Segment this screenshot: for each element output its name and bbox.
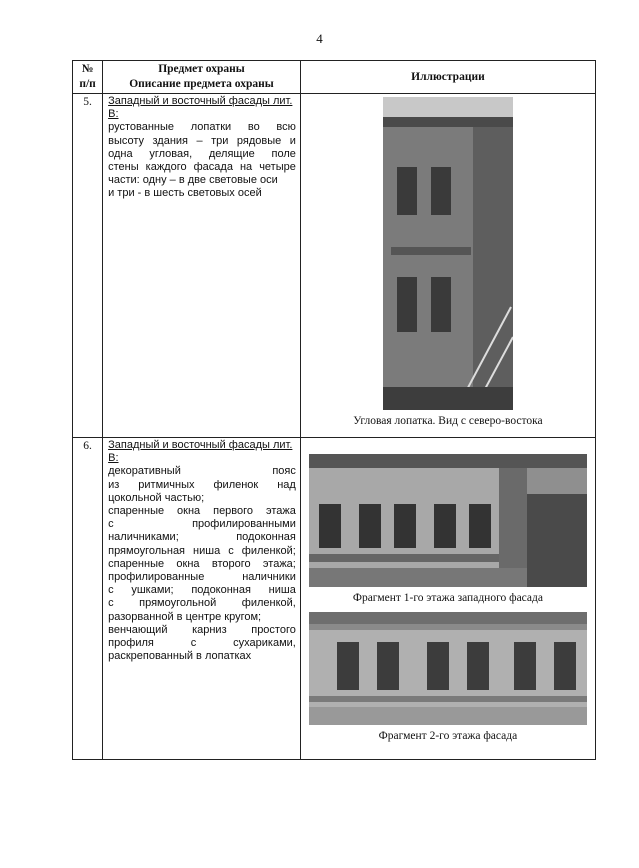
row-title: Западный и восточный фасады лит. В:	[108, 439, 293, 465]
row-description	[103, 438, 301, 760]
page-number: 4	[316, 31, 323, 46]
desc-line: части: одну – в две световые оси	[108, 174, 278, 187]
desc-line: прямоугольная ниша с филенкой;	[108, 544, 296, 557]
header-subject	[103, 61, 301, 94]
illustration-caption: Фрагмент 2-го этажа фасада	[378, 730, 518, 742]
desc-line: наличниками; подоконная	[108, 531, 296, 544]
table-header	[73, 61, 596, 94]
row-number: 5.	[73, 94, 103, 438]
table-row	[73, 94, 596, 438]
facade-first-floor-image	[309, 454, 587, 587]
illustration-caption: Угловая лопатка. Вид с северо-востока	[353, 415, 543, 427]
desc-line: одна угловая, делящие поле	[108, 147, 296, 160]
header-subject-desc: Описание предмета охраны	[129, 78, 274, 90]
desc-line: с ушками; подоконная ниша	[108, 584, 296, 597]
row-title: Западный и восточный фасады лит. В:	[108, 95, 293, 121]
desc-line: и три - в шесть световых осей	[108, 187, 262, 200]
desc-line: цокольной частью;	[108, 491, 205, 504]
desc-line: раскрепованный в лопатках	[108, 650, 252, 663]
desc-line: из ритмичных филенок над	[108, 478, 296, 491]
desc-line: спаренные окна второго этажа;	[108, 557, 296, 570]
desc-line: профиля с сухариками,	[108, 637, 296, 650]
building-corner-image	[383, 97, 513, 410]
row-description	[103, 94, 301, 438]
header-subject-title: Предмет охраны	[158, 63, 245, 75]
row-illustration	[300, 94, 595, 438]
second-floor-photo	[309, 612, 587, 725]
illustration-caption: Фрагмент 1-го этажа западного фасада	[352, 592, 543, 604]
facade-second-floor-image	[309, 612, 587, 725]
desc-line: разорванной в центре кругом;	[108, 610, 262, 623]
header-illustrations: Иллюстрации	[300, 61, 595, 94]
first-floor-photo	[309, 454, 587, 587]
protection-table	[72, 60, 596, 760]
desc-line: венчающий карниз простого	[108, 623, 296, 636]
corner-pilaster-photo	[383, 97, 513, 410]
desc-line: с прямоугольной филенкой,	[108, 597, 296, 610]
row-illustration	[300, 438, 595, 760]
header-num: № п/п	[73, 61, 103, 94]
desc-line: стены каждого фасада на четыре	[108, 161, 296, 174]
desc-line: с профилированными	[108, 518, 296, 531]
desc-line: профилированные наличники	[108, 571, 296, 584]
row-number: 6.	[73, 438, 103, 760]
desc-line: спаренные окна первого этажа	[108, 505, 296, 518]
desc-line: декоративный пояс	[108, 465, 296, 478]
table-row	[73, 438, 596, 760]
desc-line: высоту здания – три рядовые и	[108, 134, 296, 147]
desc-line: рустованные лопатки во всю	[108, 121, 296, 134]
